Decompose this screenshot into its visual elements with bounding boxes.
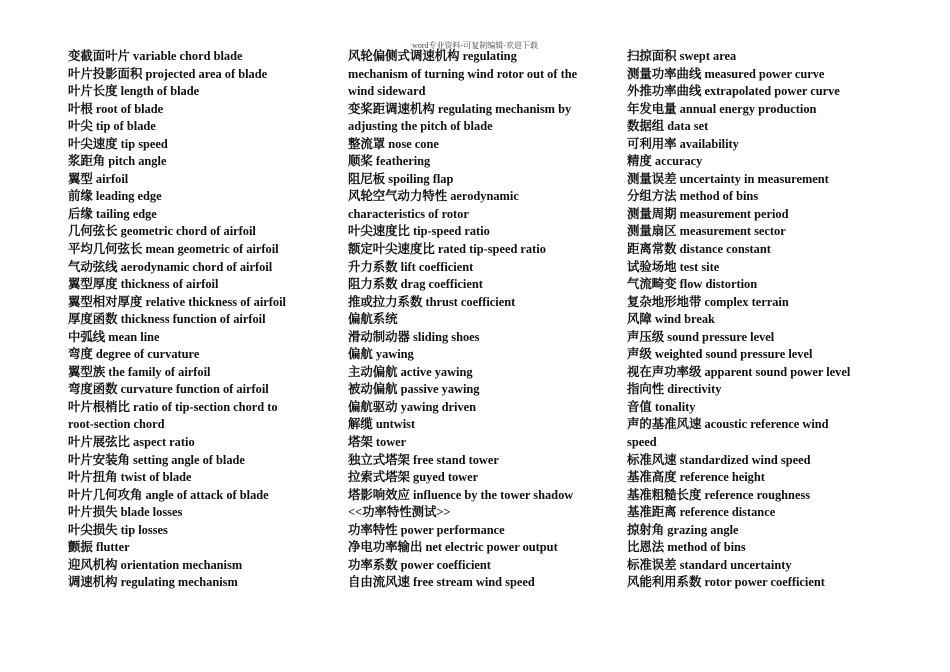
glossary-entry: 弯度 degree of curvature (68, 347, 200, 362)
glossary-entry: 翼型相对厚度 relative thickness of airfoil (68, 294, 286, 309)
glossary-entry: 整流罩 nose cone (348, 136, 439, 151)
glossary-entry: <<功率特性测试>> (348, 505, 451, 520)
glossary-entry: 比恩法 method of bins (627, 540, 746, 555)
glossary-entry: 叶尖损失 tip losses (68, 522, 168, 537)
glossary-entry: 阻尼板 spoiling flap (348, 171, 454, 186)
glossary-entry: 功率特性 power performance (348, 522, 505, 537)
glossary-entry: 中弧线 mean line (68, 329, 160, 344)
glossary-entry: 标准风速 standardized wind speed (627, 452, 811, 467)
glossary-entry: wind sideward (348, 84, 426, 99)
glossary-entry: 叶尖速度比 tip-speed ratio (348, 224, 490, 239)
glossary-entry: 音值 tonality (627, 399, 696, 414)
glossary-entry: 翼型族 the family of airfoil (68, 364, 211, 379)
glossary-entry: 推或拉力系数 thrust coefficient (348, 294, 516, 309)
glossary-entry: 偏航 yawing (348, 347, 414, 362)
glossary-entry: 基准高度 reference height (627, 470, 765, 485)
glossary-entry: 视在声功率级 apparent sound power level (627, 364, 851, 379)
glossary-entry: 颤振 flutter (68, 540, 130, 555)
glossary-entry: 可利用率 availability (627, 136, 739, 151)
glossary-entry: 基准粗糙长度 reference roughness (627, 487, 811, 502)
glossary-entry: 测量扇区 measurement sector (627, 224, 786, 239)
glossary-entry: 叶片长度 length of blade (68, 84, 200, 99)
glossary-entry: 数据组 data set (627, 119, 709, 134)
glossary-entry: 风障 wind break (627, 312, 715, 327)
glossary-entry: 平均几何弦长 mean geometric of airfoil (68, 242, 279, 257)
glossary-entry: 精度 accuracy (627, 154, 703, 169)
glossary-entry: 主动偏航 active yawing (348, 364, 473, 379)
glossary-entry: characteristics of rotor (348, 206, 469, 221)
glossary-entry: 声的基准风速 acoustic reference wind (627, 417, 829, 432)
glossary-entry: 风轮空气动力特性 aerodynamic (348, 189, 519, 204)
glossary-entry: 气流畸变 flow distortion (627, 277, 758, 292)
glossary-entry: 气动弦线 aerodynamic chord of airfoil (68, 259, 273, 274)
glossary-entry: speed (627, 435, 657, 450)
glossary-entry: 变截面叶片 variable chord blade (68, 49, 243, 63)
glossary-entry: 前缘 leading edge (68, 189, 162, 204)
glossary-entry: 掠射角 grazing angle (627, 522, 739, 537)
glossary-entry: 测量误差 uncertainty in measurement (627, 171, 829, 186)
glossary-entry: 解缆 untwist (348, 417, 416, 432)
glossary-entry: 弯度函数 curvature function of airfoil (68, 382, 269, 397)
glossary-entry: 阻力系数 drag coefficient (348, 277, 483, 292)
glossary-entry: 厚度函数 thickness function of airfoil (68, 312, 266, 327)
glossary-entry: 调速机构 regulating mechanism (68, 575, 238, 590)
glossary-entry: 叶片损失 blade losses (68, 505, 183, 520)
glossary-entry: 试验场地 test site (627, 259, 720, 274)
glossary-entry: 风轮偏侧式调速机构 regulating (348, 49, 517, 63)
glossary-entry: 净电功率输出 net electric power output (348, 540, 558, 555)
glossary-entry: 测量功率曲线 measured power curve (627, 66, 825, 81)
glossary-entry: 风能利用系数 rotor power coefficient (627, 575, 825, 590)
glossary-entry: 声级 weighted sound pressure level (627, 347, 813, 362)
glossary-column-2 (348, 48, 604, 592)
glossary-column-3 (627, 48, 884, 592)
glossary-entry: 声压级 sound pressure level (627, 329, 775, 344)
glossary-entry: 拉索式塔架 guyed tower (348, 470, 479, 485)
glossary-entry: 塔架 tower (348, 435, 407, 450)
glossary-entry: 年发电量 annual energy production (627, 101, 817, 116)
glossary-entry: 距离常数 distance constant (627, 242, 771, 257)
glossary-entry: mechanism of turning wind rotor out of the (348, 66, 578, 81)
glossary-entry: 顺桨 feathering (348, 154, 431, 169)
glossary-entry: 塔影响效应 influence by the tower shadow (348, 487, 574, 502)
glossary-entry: root-section chord (68, 417, 165, 432)
glossary-entry: 分组方法 method of bins (627, 189, 759, 204)
glossary-column-1 (68, 48, 325, 592)
glossary-entry: 标准误差 standard uncertainty (627, 557, 792, 572)
glossary-entry: 被动偏航 passive yawing (348, 382, 480, 397)
glossary-entry: 叶尖 tip of blade (68, 119, 156, 134)
glossary-entry: 偏航系统 (348, 312, 398, 327)
glossary-entry: 叶根 root of blade (68, 101, 164, 116)
glossary-entry: 独立式塔架 free stand tower (348, 452, 499, 467)
glossary-entry: 叶片扭角 twist of blade (68, 470, 192, 485)
glossary-entry: 偏航驱动 yawing driven (348, 399, 477, 414)
glossary-entry: 复杂地形地带 complex terrain (627, 294, 789, 309)
glossary-entry: 升力系数 lift coefficient (348, 259, 474, 274)
glossary-entry: 叶尖速度 tip speed (68, 136, 168, 151)
glossary-entry: 迎风机构 orientation mechanism (68, 557, 243, 572)
glossary-entry: 叶片展弦比 aspect ratio (68, 435, 195, 450)
glossary-entry: 叶片安装角 setting angle of blade (68, 452, 245, 467)
glossary-entry: 几何弦长 geometric chord of airfoil (68, 224, 256, 239)
glossary-entry: adjusting the pitch of blade (348, 119, 493, 134)
glossary-entry: 滑动制动器 sliding shoes (348, 329, 480, 344)
glossary-entry: 测量周期 measurement period (627, 206, 789, 221)
glossary-entry: 基准距离 reference distance (627, 505, 776, 520)
glossary-entry: 功率系数 power coefficient (348, 557, 491, 572)
glossary-entry: 变桨距调速机构 regulating mechanism by (348, 101, 572, 116)
glossary-entry: 指向性 directivity (627, 382, 722, 397)
glossary-entry: 后缘 tailing edge (68, 206, 157, 221)
glossary-entry: 外推功率曲线 extrapolated power curve (627, 84, 840, 99)
glossary-entry: 翼型 airfoil (68, 171, 129, 186)
glossary-entry: 叶片根梢比 ratio of tip-section chord to (68, 399, 278, 414)
glossary-entry: 叶片投影面积 projected area of blade (68, 66, 268, 81)
page-header: word专业资料-可复制编辑-欢迎下载 (412, 41, 538, 50)
glossary-entry: 叶片几何攻角 angle of attack of blade (68, 487, 269, 502)
glossary-entry: 扫掠面积 swept area (627, 49, 737, 63)
glossary-entry: 翼型厚度 thickness of airfoil (68, 277, 219, 292)
glossary-entry: 浆距角 pitch angle (68, 154, 167, 169)
glossary-entry: 额定叶尖速度比 rated tip-speed ratio (348, 242, 546, 257)
glossary-entry: 自由流风速 free stream wind speed (348, 575, 535, 590)
